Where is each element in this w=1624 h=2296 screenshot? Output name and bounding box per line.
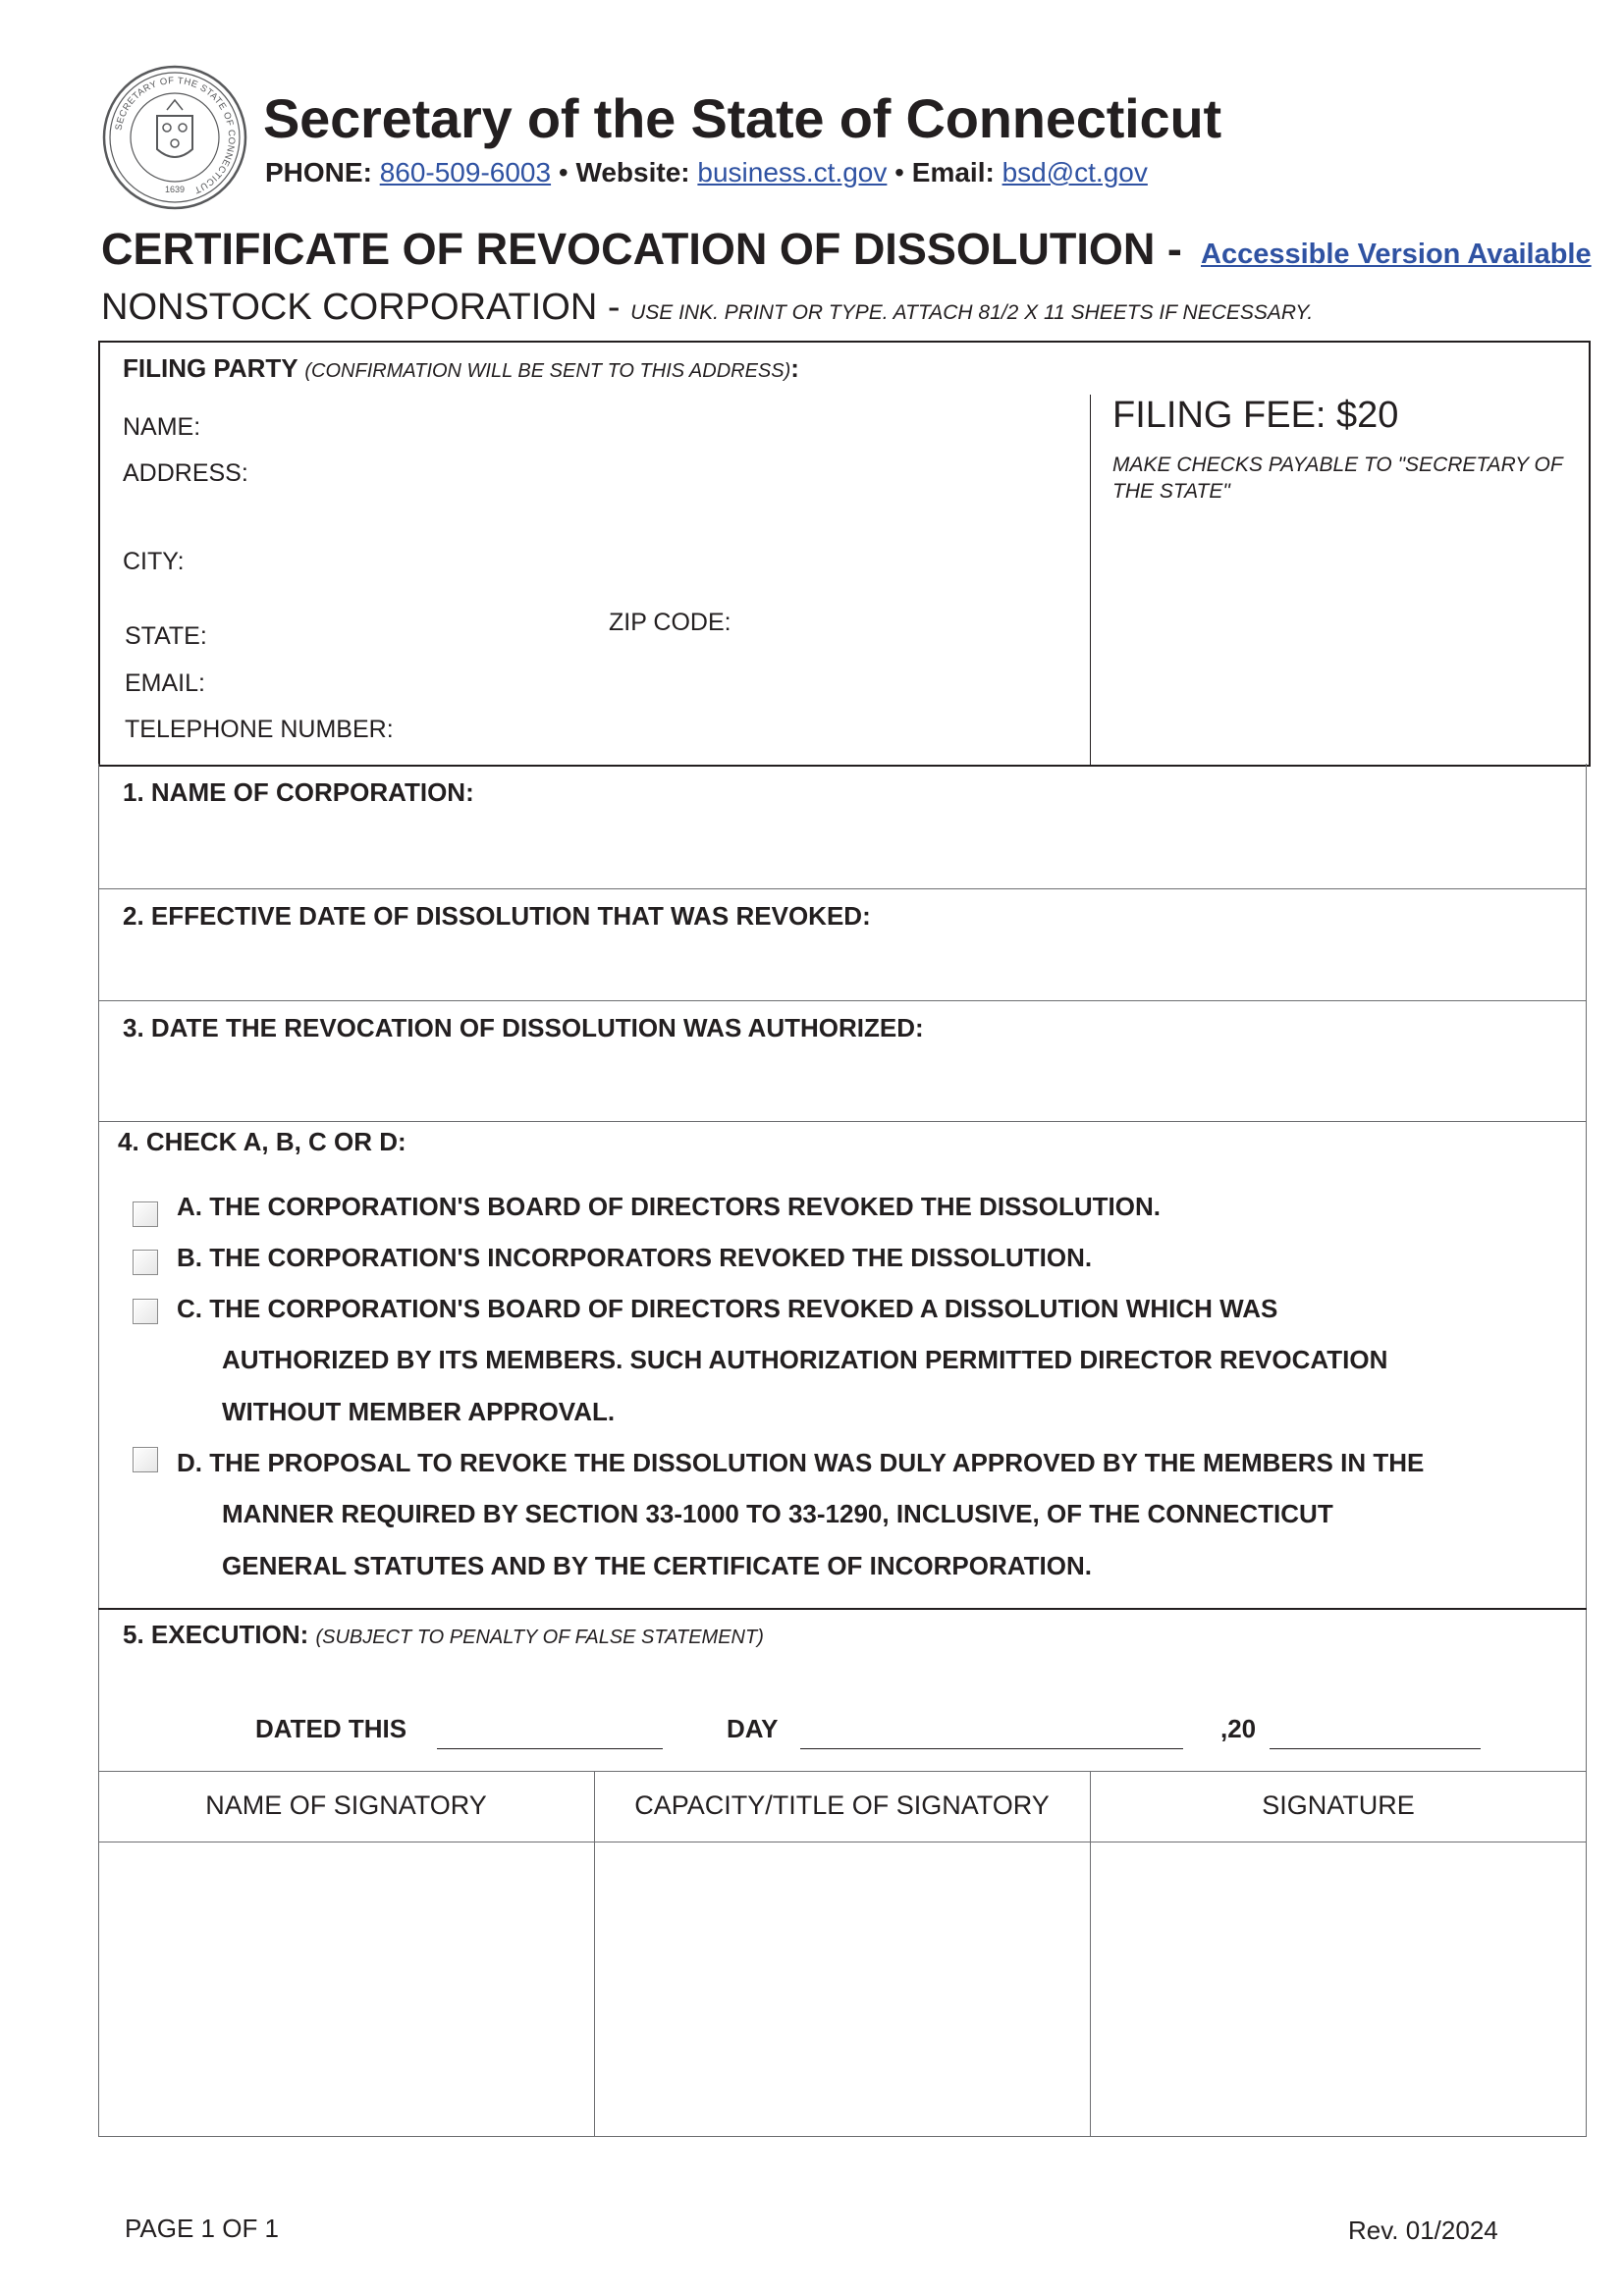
section-1-label: 1. NAME OF CORPORATION:	[123, 777, 474, 807]
section-divider	[98, 1771, 1587, 1772]
section-divider	[98, 888, 1587, 889]
filing-fee-note: MAKE CHECKS PAYABLE TO "SECRETARY OF THE STATE"	[1112, 454, 1563, 503]
option-c-checkbox[interactable]	[133, 1299, 158, 1324]
telephone-field-label: TELEPHONE NUMBER:	[125, 716, 394, 743]
dated-month-line[interactable]	[800, 1748, 1183, 1749]
section-divider	[98, 1000, 1587, 1001]
year-prefix-label: ,20	[1220, 1714, 1257, 1743]
email-field-label: EMAIL:	[125, 669, 205, 697]
state-seal	[102, 65, 247, 210]
section-divider	[98, 1608, 1587, 1610]
signatory-name-cell[interactable]	[99, 1842, 593, 2135]
contact-separator: •	[887, 157, 912, 187]
name-field-label: NAME:	[123, 413, 201, 441]
fee-divider	[1090, 395, 1091, 765]
seal-ring-text: SECRETARY OF THE STATE OF CONNECTICUT	[113, 75, 238, 196]
form-subtitle	[101, 287, 1313, 329]
accessible-version-link[interactable]: Accessible Version Available	[1201, 239, 1592, 270]
zip-field-label: ZIP CODE:	[609, 609, 731, 636]
subtitle-text: NONSTOCK CORPORATION -	[101, 287, 631, 328]
signatory-capacity-cell[interactable]	[595, 1842, 1089, 2135]
option-a-text: A. THE CORPORATION'S BOARD OF DIRECTORS REVOKED THE DISSOLUTION.	[177, 1192, 1161, 1221]
website-link[interactable]: business.ct.gov	[697, 157, 888, 187]
section-divider	[98, 1121, 1587, 1122]
email-label: Email:	[911, 157, 995, 187]
section-3-label: 3. DATE THE REVOCATION OF DISSOLUTION WAS AUTHORIZED:	[123, 1013, 924, 1042]
contact-separator: •	[551, 157, 576, 187]
option-d-checkbox[interactable]	[133, 1447, 158, 1472]
col-capacity-title: CAPACITY/TITLE OF SIGNATORY	[634, 1790, 1050, 1820]
option-d-text-line3: GENERAL STATUTES AND BY THE CERTIFICATE OF INCORPORATION.	[222, 1551, 1092, 1580]
contact-line	[265, 157, 1148, 188]
col-signature: SIGNATURE	[1262, 1790, 1415, 1820]
filing-fee-heading: FILING FEE: $20	[1112, 395, 1399, 436]
execution-title: 5. EXECUTION:	[123, 1620, 309, 1649]
phone-link[interactable]: 860-509-6003	[379, 157, 552, 187]
option-c-text-line1: C. THE CORPORATION'S BOARD OF DIRECTORS REVOKED A DISSOLUTION WHICH WAS	[177, 1294, 1278, 1323]
state-field-label: STATE:	[125, 622, 207, 650]
option-c-text-line2: AUTHORIZED BY ITS MEMBERS. SUCH AUTHORIZATION PERMITTED DIRECTOR REVOCATION	[222, 1345, 1388, 1374]
phone-label: PHONE:	[265, 157, 372, 187]
filing-party-colon: :	[790, 353, 799, 383]
option-a-checkbox[interactable]	[133, 1201, 158, 1227]
execution-heading	[123, 1620, 764, 1650]
agency-title: Secretary of the State of Connecticut	[263, 87, 1221, 149]
page-number: PAGE 1 OF 1	[125, 2214, 280, 2243]
form-title: CERTIFICATE OF REVOCATION OF DISSOLUTION -	[101, 224, 1182, 274]
section-2-label: 2. EFFECTIVE DATE OF DISSOLUTION THAT WAS REVOKED:	[123, 901, 871, 931]
day-label: DAY	[727, 1714, 779, 1743]
dated-year-line[interactable]	[1270, 1748, 1481, 1749]
option-d-text-line1: D. THE PROPOSAL TO REVOKE THE DISSOLUTION WAS DULY APPROVED BY THE MEMBERS IN THE	[177, 1448, 1425, 1477]
subtitle-note: USE INK. PRINT OR TYPE. ATTACH 81/2 X 11 SHEETS IF NECESSARY.	[630, 301, 1314, 324]
execution-note: (SUBJECT TO PENALTY OF FALSE STATEMENT)	[315, 1627, 764, 1648]
seal-year: 1639	[164, 185, 186, 194]
section-4-label: 4. CHECK A, B, C OR D:	[118, 1127, 406, 1156]
option-d-text-line2: MANNER REQUIRED BY SECTION 33-1000 TO 33-1290, INCLUSIVE, OF THE CONNECTICUT	[222, 1499, 1333, 1528]
website-label: Website:	[575, 157, 690, 187]
email-link[interactable]: bsd@ct.gov	[1001, 157, 1148, 187]
col-name-of-signatory: NAME OF SIGNATORY	[205, 1790, 487, 1820]
signature-cell[interactable]	[1091, 1842, 1585, 2135]
option-b-checkbox[interactable]	[133, 1250, 158, 1275]
option-c-text-line3: WITHOUT MEMBER APPROVAL.	[222, 1397, 616, 1426]
filing-party-note: (CONFIRMATION WILL BE SENT TO THIS ADDRESS)	[304, 360, 791, 382]
dated-this-label: DATED THIS	[255, 1714, 407, 1743]
filing-party-title: FILING PARTY	[123, 353, 298, 383]
revision-date: Rev. 01/2024	[1348, 2216, 1498, 2245]
city-field-label: CITY:	[123, 548, 185, 575]
filing-party-heading	[123, 353, 799, 384]
dated-day-line[interactable]	[437, 1748, 663, 1749]
address-field-label: ADDRESS:	[123, 459, 248, 487]
option-b-text: B. THE CORPORATION'S INCORPORATORS REVOKED THE DISSOLUTION.	[177, 1243, 1093, 1272]
